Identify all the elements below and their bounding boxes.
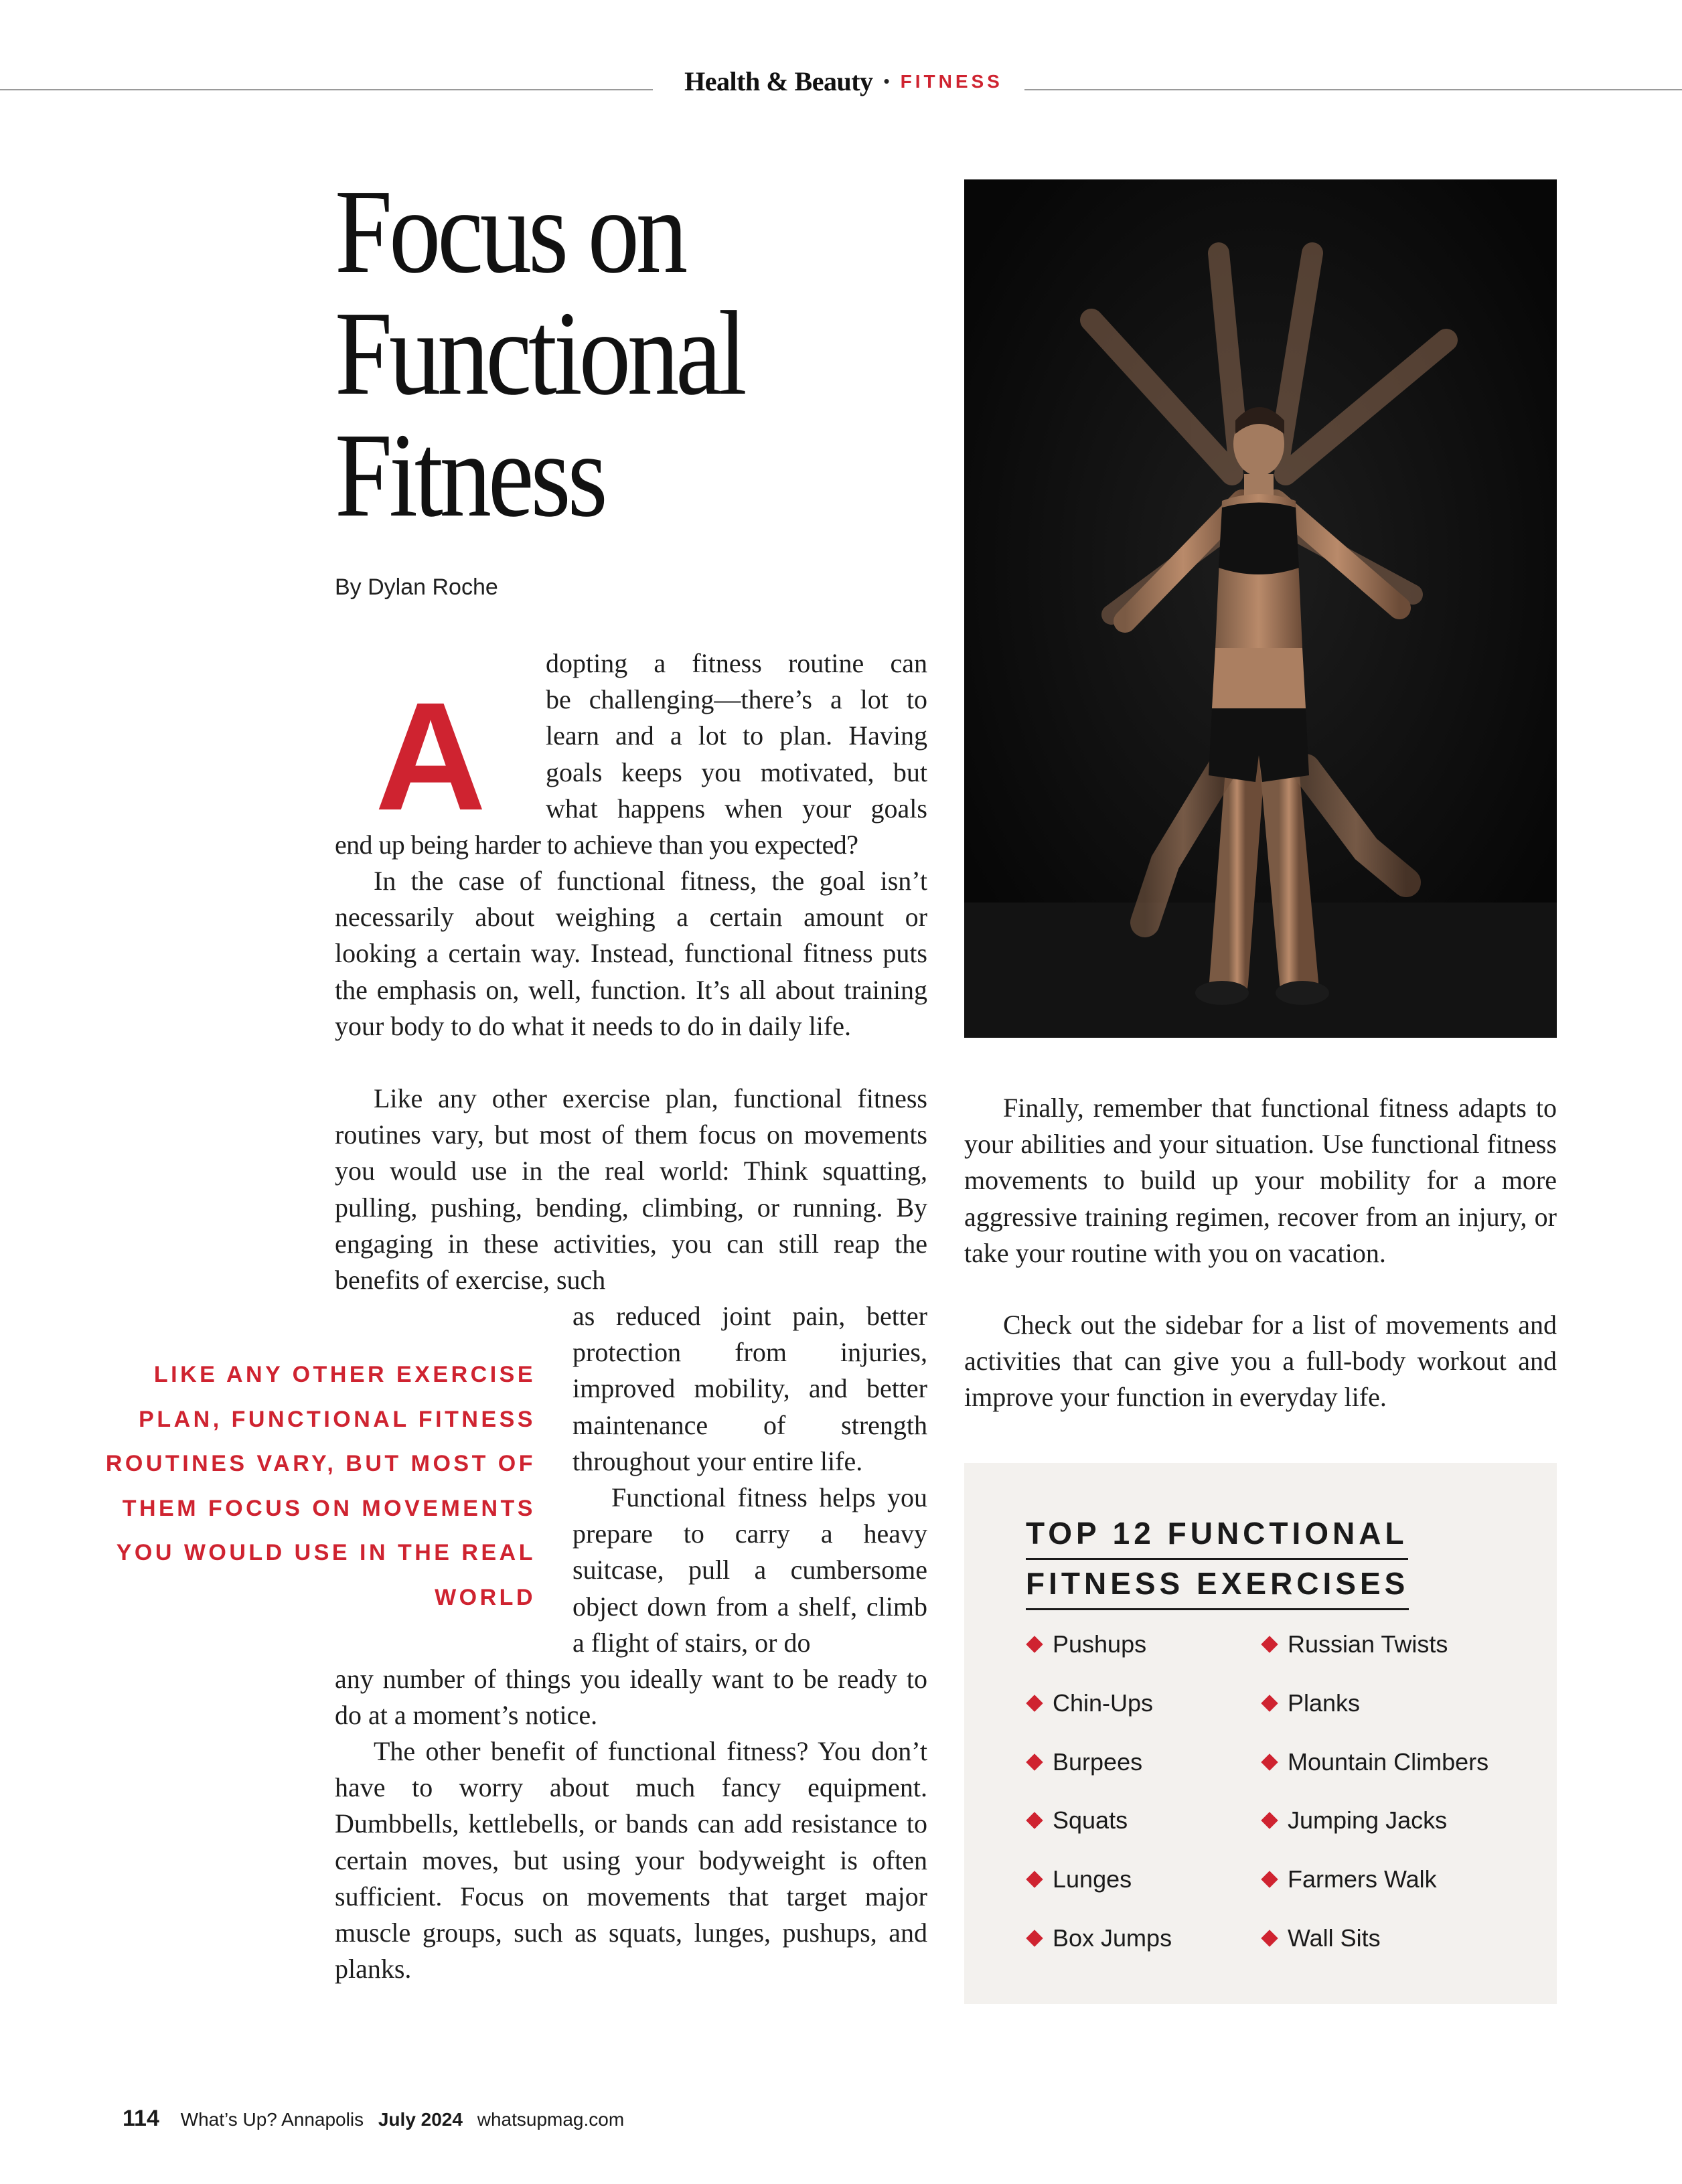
magazine-name: What’s Up? Annapolis <box>180 2109 364 2130</box>
intro-tail: end up being harder to achieve than you expected? <box>335 830 858 860</box>
diamond-bullet-icon <box>1261 1695 1278 1711</box>
intro-line-2: be challenging—there’s a lot to <box>546 684 927 715</box>
page-footer <box>123 2106 624 2132</box>
diamond-bullet-icon <box>1026 1636 1043 1652</box>
body-paragraph-2: In the case of functional fitness, the goal isn’t necessarily about weighing a certain amount or looking a certain way. Instead, functional fitness puts the emphasis on, well, function. It’s all about training your body to do what it needs to do in daily life. <box>335 866 927 1041</box>
diamond-bullet-icon <box>1261 1753 1278 1770</box>
body-paragraph-5: The other benefit of functional fitness? You don’t have to worry about much fancy equipment. Dumbbells, kettlebells, or bands can add resistance to certain moves, but using your bodyweight is often sufficient. Focus on movements that target major muscle groups, such as squats, lunges, pushups, and planks. <box>335 1736 927 1984</box>
pull-quote: LIKE ANY OTHER EXERCISE PLAN, FUNCTIONAL FITNESS ROUTINES VARY, BUT MOST OF THEM FOCUS ON MOVEMENTS YOU WOULD USE IN THE REAL WORLD <box>105 1362 536 1610</box>
diamond-bullet-icon <box>1026 1695 1043 1711</box>
header-rule-right <box>1024 89 1682 90</box>
body-paragraph-4-continued: any number of things you ideally want to be ready to do at a moment’s notice. <box>335 1664 927 1731</box>
intro-narrow-block <box>546 645 927 827</box>
list-item: Burpees <box>1026 1748 1172 1807</box>
intro-line-3: learn and a lot to plan. Having <box>546 720 927 751</box>
diamond-bullet-icon <box>1026 1753 1043 1770</box>
list-item: Wall Sits <box>1261 1924 1488 1983</box>
diamond-bullet-icon <box>1026 1930 1043 1946</box>
sidebar-title-line-2: FITNESS EXERCISES <box>1026 1560 1409 1610</box>
issue-date: July 2024 <box>378 2109 463 2130</box>
byline: By Dylan Roche <box>335 574 498 600</box>
website-link[interactable]: whatsupmag.com <box>477 2109 625 2130</box>
list-item: Chin-Ups <box>1026 1689 1172 1748</box>
diamond-bullet-icon <box>1026 1812 1043 1829</box>
sidebar-title <box>1026 1510 1409 1610</box>
body-paragraph-3-continued: as reduced joint pain, better protection from injuries, improved mobility, and better maintenance of strength throughout your entire life. <box>572 1301 927 1476</box>
body-paragraph-4: Functional fitness helps you prepare to carry a heavy suitcase, pull a cumbersome object down from a shelf, climb a flight of stairs, or do <box>572 1482 927 1658</box>
list-item: Squats <box>1026 1806 1172 1865</box>
body-paragraph-6: Finally, remember that functional fitness adapts to your abilities and your situation. Use functional fitness movements to build up your mobility for a more aggressive training regimen, recover from an injury, or take your routine with you on vacation. <box>964 1093 1557 1268</box>
list-item: Planks <box>1261 1689 1488 1748</box>
sidebar-title-line-1: TOP 12 FUNCTIONAL <box>1026 1510 1408 1560</box>
section-header <box>670 66 1018 97</box>
article-title <box>335 165 853 542</box>
diamond-bullet-icon <box>1261 1930 1278 1946</box>
athlete-illustration <box>964 179 1557 1038</box>
header-rule-left <box>0 89 653 90</box>
list-item: Mountain Climbers <box>1261 1748 1488 1807</box>
title-line-3: Fitness <box>335 408 605 542</box>
diamond-bullet-icon <box>1261 1636 1278 1652</box>
intro-line-1: dopting a fitness routine can <box>546 648 927 678</box>
athlete-photo <box>964 179 1557 1038</box>
body-paragraph-3: Like any other exercise plan, functional fitness routines vary, but most of them focus on movements you would use in the real world: Think squatting, pulling, pushing, bending, climbing, or running. By engaging in these activities, you can still reap the benefits of exercise, such <box>335 1083 927 1296</box>
exercise-sidebar <box>964 1463 1557 2004</box>
intro-line-4: goals keeps you motivated, but <box>546 757 927 787</box>
header-separator: • <box>883 71 890 91</box>
sidebar-list-column-1 <box>1026 1630 1172 1983</box>
list-item: Russian Twists <box>1261 1630 1488 1689</box>
diamond-bullet-icon <box>1261 1812 1278 1829</box>
list-item: Farmers Walk <box>1261 1865 1488 1924</box>
sidebar-list-column-2 <box>1261 1630 1488 1983</box>
title-line-1: Focus on <box>335 165 685 298</box>
drop-cap: A <box>375 670 487 842</box>
header-topic: FITNESS <box>900 70 1003 92</box>
header-section-name: Health & Beauty <box>684 66 873 96</box>
page-number: 114 <box>123 2106 159 2131</box>
list-item: Jumping Jacks <box>1261 1806 1488 1865</box>
intro-line-5: what happens when your goals <box>546 793 927 824</box>
diamond-bullet-icon <box>1026 1871 1043 1887</box>
title-line-2: Functional <box>335 287 744 420</box>
list-item: Box Jumps <box>1026 1924 1172 1983</box>
list-item: Lunges <box>1026 1865 1172 1924</box>
diamond-bullet-icon <box>1261 1871 1278 1887</box>
list-item: Pushups <box>1026 1630 1172 1689</box>
body-paragraph-7: Check out the sidebar for a list of movements and activities that can give you a full-body workout and improve your function in everyday life. <box>964 1310 1557 1413</box>
